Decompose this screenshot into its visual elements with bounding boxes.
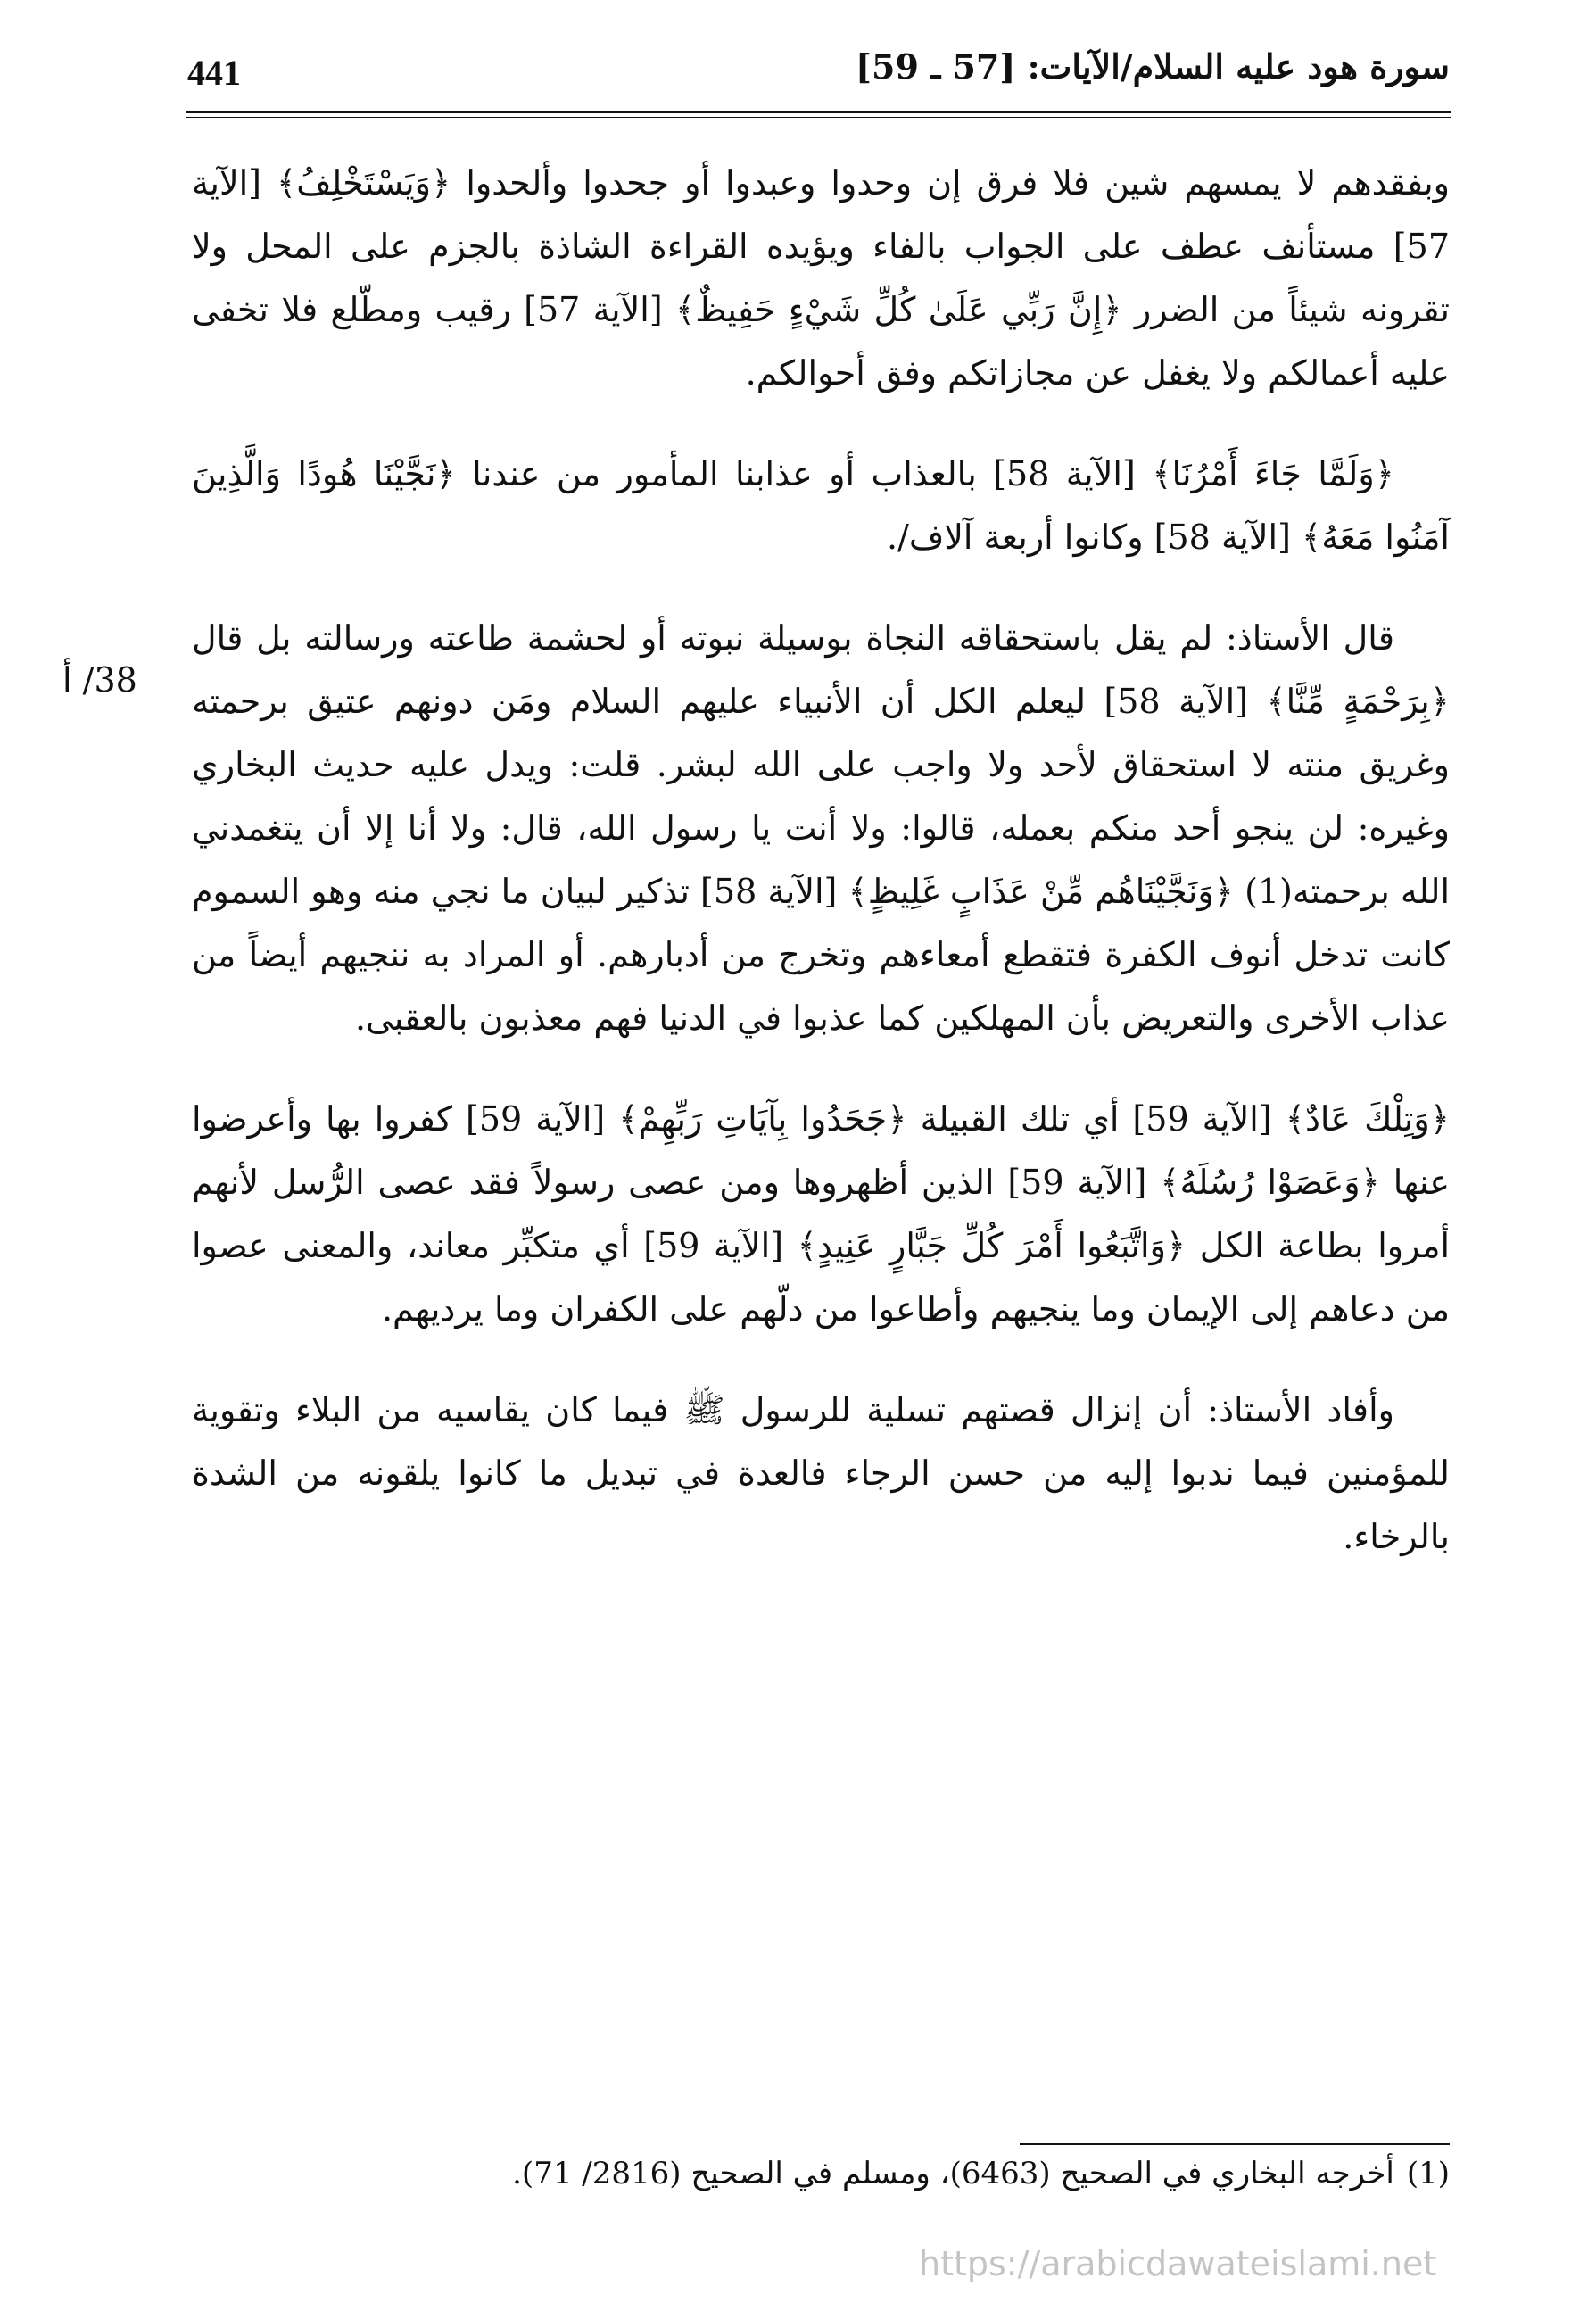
body-text [192, 152, 1450, 1569]
footnote-rule [1020, 2143, 1450, 2145]
watermark-url: https://arabicdawateislami.net [919, 2244, 1437, 2283]
footnote-marker: (1) [1406, 2156, 1450, 2191]
paragraph: وأفاد الأستاذ: أن إنزال قصتهم تسلية للرسول ﷺ فيما كان يقاسيه من البلاء وتقوية للمؤمنين فيما ندبوا إليه من حسن الرجاء فالعدة في تبديل ما كانوا يلقونه من الشدة بالرخاء. [192, 1390, 1450, 1556]
margin-note: 38/ أ [62, 660, 137, 700]
footnote-text: أخرجه البخاري في الصحيح (6463)، ومسلم في الصحيح (2816/ 71). [512, 2156, 1394, 2191]
paragraph: ﴿وَلَمَّا جَاءَ أَمْرُنَا﴾ [الآية 58] بالعذاب أو عذابنا المأمور من عندنا ﴿نَجَّيْنَا هُودًا وَالَّذِينَ آمَنُوا مَعَهُ﴾ [الآية 58] وكانوا أربعة آلاف/. [192, 454, 1450, 557]
running-title: سورة هود عليه السلام/الآيات: [57 ـ 59] [856, 46, 1450, 87]
page-header [187, 46, 1450, 100]
footnote [268, 2150, 1450, 2197]
header-rule-thin [186, 117, 1451, 118]
page-number: 441 [187, 53, 241, 93]
paragraph: ﴿وَتِلْكَ عَادٌ﴾ [الآية 59] أي تلك القبيلة ﴿جَحَدُوا بِآيَاتِ رَبِّهِمْ﴾ [الآية 59] كفروا بها وأعرضوا عنها ﴿وَعَصَوْا رُسُلَهُ﴾ [الآية 59] الذين أظهروها ومن عصى رسولاً فقد عصى الرُّسل لأنهم أمروا بطاعة الكل ﴿وَاتَّبَعُوا أَمْرَ كُلِّ جَبَّارٍ عَنِيدٍ﴾ [الآية 59] أي متكبِّر معاند، والمعنى عصوا من دعاهم إلى الإيمان وما ينجيهم وأطاعوا من دلّهم على الكفران وما يرديهم. [192, 1099, 1451, 1329]
header-rule [186, 111, 1451, 113]
paragraph: وبفقدهم لا يمسهم شين فلا فرق إن وحدوا وعبدوا أو جحدوا وألحدوا ﴿وَيَسْتَخْلِفُ﴾ [الآية 57] مستأنف عطف على الجواب بالفاء ويؤيده القراءة الشاذة بالجزم على المحل ولا تقرونه شيئاً من الضرر ﴿إِنَّ رَبِّي عَلَىٰ كُلِّ شَيْءٍ حَفِيظٌ﴾ [الآية 57] رقيب ومطّلع فلا تخفى عليه أعمالكم ولا يغفل عن مجازاتكم وفق أحوالكم. [192, 163, 1451, 393]
paragraph: قال الأستاذ: لم يقل باستحقاقه النجاة بوسيلة نبوته أو لحشمة طاعته ورسالته بل قال ﴿بِرَحْمَةٍ مِّنَّا﴾ [الآية 58] ليعلم الكل أن الأنبياء عليهم السلام ومَن دونهم عتيق برحمته وغريق منته لا استحقاق لأحد ولا واجب على الله لبشر. قلت: ويدل عليه حديث البخاري وغيره: لن ينجو أحد منكم بعمله، قالوا: ولا أنت يا رسول الله، قال: ولا أنا إلا أن يتغمدني الله برحمته(1) ﴿وَنَجَّيْنَاهُم مِّنْ عَذَابٍ غَلِيظٍ﴾ [الآية 58] تذكير لبيان ما نجي منه وهو السموم كانت تدخل أنوف الكفرة فتقطع أمعاءهم وتخرج من أدبارهم. أو المراد به ننجيهم أيضاً من عذاب الأخرى والتعريض بأن المهلكين كما عذبوا في الدنيا فهم معذبون بالعقبى. [192, 618, 1451, 1038]
